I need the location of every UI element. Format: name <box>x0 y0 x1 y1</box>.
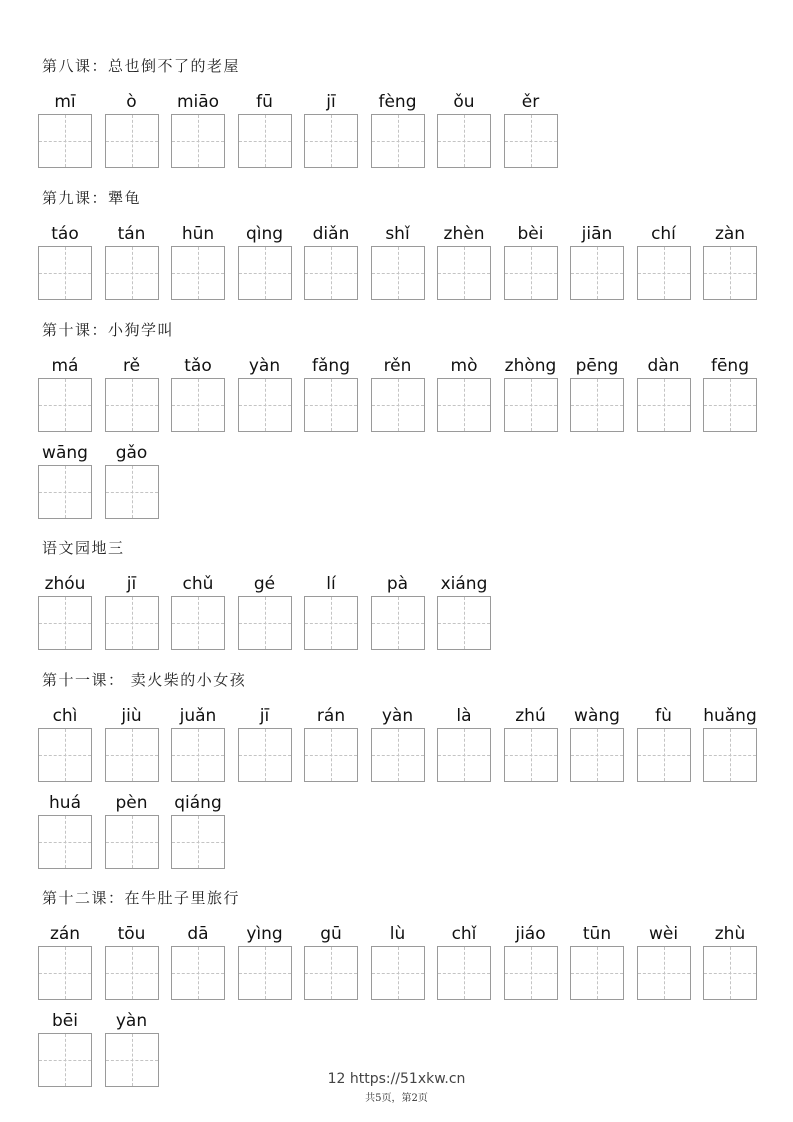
pinyin-label: jiáo <box>515 924 546 944</box>
lesson-title: 第八课：总也倒不了的老屋 <box>42 57 241 75</box>
tian-zi-ge-box[interactable] <box>171 596 225 650</box>
pinyin-label: zhóu <box>44 574 86 594</box>
pinyin-label: mī <box>54 92 76 112</box>
tian-zi-ge-box[interactable] <box>437 114 491 168</box>
tian-zi-ge-box[interactable] <box>371 378 425 432</box>
pinyin-label: pēng <box>575 356 619 376</box>
pinyin-label: jī <box>126 574 137 594</box>
tian-zi-ge-box[interactable] <box>570 378 624 432</box>
pinyin-label: tán <box>117 224 146 244</box>
tian-zi-ge-box[interactable] <box>371 246 425 300</box>
tian-zi-ge-box[interactable] <box>105 815 159 869</box>
tian-zi-ge-box[interactable] <box>570 728 624 782</box>
tian-zi-ge-box[interactable] <box>171 246 225 300</box>
tian-zi-ge-box[interactable] <box>38 728 92 782</box>
tian-zi-ge-box[interactable] <box>304 246 358 300</box>
tian-zi-ge-box[interactable] <box>38 946 92 1000</box>
tian-zi-ge-box[interactable] <box>238 596 292 650</box>
tian-zi-ge-box[interactable] <box>504 378 558 432</box>
tian-zi-ge-box[interactable] <box>570 946 624 1000</box>
tian-zi-ge-box[interactable] <box>371 946 425 1000</box>
tian-zi-ge-box[interactable] <box>703 246 757 300</box>
pinyin-label: zhòng <box>504 356 557 376</box>
pinyin-label: hūn <box>181 224 215 244</box>
tian-zi-ge-box[interactable] <box>105 946 159 1000</box>
tian-zi-ge-box[interactable] <box>304 596 358 650</box>
tian-zi-ge-box[interactable] <box>238 946 292 1000</box>
tian-zi-ge-box[interactable] <box>437 946 491 1000</box>
pinyin-label: qìng <box>245 224 284 244</box>
tian-zi-ge-box[interactable] <box>570 246 624 300</box>
tian-zi-ge-box[interactable] <box>105 596 159 650</box>
pinyin-label: shǐ <box>385 224 410 244</box>
pinyin-label: ěr <box>521 92 540 112</box>
pinyin-label: zhù <box>714 924 746 944</box>
pinyin-label: zhú <box>515 706 546 726</box>
tian-zi-ge-box[interactable] <box>171 815 225 869</box>
tian-zi-ge-box[interactable] <box>371 596 425 650</box>
tian-zi-ge-box[interactable] <box>703 946 757 1000</box>
pinyin-label: qiáng <box>174 793 222 813</box>
tian-zi-ge-box[interactable] <box>437 246 491 300</box>
pinyin-label: rán <box>316 706 346 726</box>
pinyin-label: ǒu <box>453 92 475 112</box>
tian-zi-ge-box[interactable] <box>171 946 225 1000</box>
pinyin-label: ò <box>126 92 137 112</box>
tian-zi-ge-box[interactable] <box>38 815 92 869</box>
tian-zi-ge-box[interactable] <box>105 246 159 300</box>
tian-zi-ge-box[interactable] <box>703 378 757 432</box>
pinyin-label: pèn <box>115 793 148 813</box>
pinyin-label: bèi <box>517 224 544 244</box>
tian-zi-ge-box[interactable] <box>304 728 358 782</box>
lesson-title: 第十课：小狗学叫 <box>42 321 175 339</box>
tian-zi-ge-box[interactable] <box>304 946 358 1000</box>
pinyin-label: jiān <box>581 224 613 244</box>
pinyin-label: chǔ <box>182 574 214 594</box>
pinyin-label: gū <box>320 924 342 944</box>
pinyin-label: má <box>51 356 79 376</box>
tian-zi-ge-box[interactable] <box>38 114 92 168</box>
tian-zi-ge-box[interactable] <box>304 378 358 432</box>
pinyin-label: huá <box>49 793 81 813</box>
tian-zi-ge-box[interactable] <box>637 378 691 432</box>
tian-zi-ge-box[interactable] <box>637 246 691 300</box>
lesson-title: 第十二课：在牛肚子里旅行 <box>42 889 241 907</box>
tian-zi-ge-box[interactable] <box>637 728 691 782</box>
pinyin-label: táo <box>51 224 79 244</box>
lesson-title: 语文园地三 <box>42 539 125 557</box>
pinyin-label: dàn <box>647 356 680 376</box>
pinyin-label: jī <box>326 92 336 112</box>
pinyin-label: diǎn <box>312 224 350 244</box>
lesson-title: 第九课：犟龟 <box>42 189 142 207</box>
tian-zi-ge-box[interactable] <box>504 246 558 300</box>
pinyin-label: juǎn <box>179 706 217 726</box>
pinyin-label: fù <box>655 706 672 726</box>
pinyin-label: rě <box>122 356 141 376</box>
pinyin-label: jiù <box>121 706 142 726</box>
pinyin-label: tūn <box>582 924 612 944</box>
pinyin-label: jī <box>259 706 270 726</box>
pinyin-label: fū <box>256 92 273 112</box>
pinyin-label: tōu <box>117 924 146 944</box>
pinyin-label: wāng <box>42 443 88 463</box>
tian-zi-ge-box[interactable] <box>238 378 292 432</box>
pinyin-label: dā <box>187 924 209 944</box>
pinyin-label: lí <box>326 574 336 594</box>
pinyin-label: xiáng <box>440 574 488 594</box>
pinyin-label: chí <box>651 224 676 244</box>
tian-zi-ge-box[interactable] <box>105 728 159 782</box>
tian-zi-ge-box[interactable] <box>105 465 159 519</box>
tian-zi-ge-box[interactable] <box>105 114 159 168</box>
pinyin-label: bēi <box>52 1011 78 1031</box>
footer-page-number: 共5页，第2页 <box>365 1093 428 1104</box>
pinyin-label: tǎo <box>184 356 212 376</box>
pinyin-label: rěn <box>383 356 412 376</box>
tian-zi-ge-box[interactable] <box>437 378 491 432</box>
pinyin-label: zàn <box>714 224 746 244</box>
pinyin-label: là <box>456 706 472 726</box>
tian-zi-ge-box[interactable] <box>171 114 225 168</box>
pinyin-label: fēng <box>710 356 749 376</box>
pinyin-label: mò <box>450 356 478 376</box>
tian-zi-ge-box[interactable] <box>238 246 292 300</box>
pinyin-label: yàn <box>115 1011 148 1031</box>
tian-zi-ge-box[interactable] <box>38 378 92 432</box>
tian-zi-ge-box[interactable] <box>38 465 92 519</box>
tian-zi-ge-box[interactable] <box>437 728 491 782</box>
lesson-title: 第十一课： 卖火柴的小女孩 <box>42 671 247 689</box>
tian-zi-ge-box[interactable] <box>371 728 425 782</box>
tian-zi-ge-box[interactable] <box>703 728 757 782</box>
tian-zi-ge-box[interactable] <box>504 114 558 168</box>
tian-zi-ge-box[interactable] <box>38 596 92 650</box>
pinyin-label: miāo <box>176 92 220 112</box>
footer-url: 12 https://51xkw.cn <box>327 1071 466 1087</box>
pinyin-label: wàng <box>574 706 620 726</box>
pinyin-label: wèi <box>648 924 679 944</box>
tian-zi-ge-box[interactable] <box>238 728 292 782</box>
tian-zi-ge-box[interactable] <box>437 596 491 650</box>
pinyin-label: pà <box>386 574 409 594</box>
pinyin-label: chǐ <box>451 924 477 944</box>
tian-zi-ge-box[interactable] <box>238 114 292 168</box>
tian-zi-ge-box[interactable] <box>38 246 92 300</box>
pinyin-label: chì <box>52 706 78 726</box>
pinyin-label: yàn <box>248 356 281 376</box>
pinyin-label: gǎo <box>115 443 148 463</box>
pinyin-label: yìng <box>246 924 283 944</box>
tian-zi-ge-box[interactable] <box>105 378 159 432</box>
pinyin-label: fǎng <box>312 356 350 376</box>
tian-zi-ge-box[interactable] <box>637 946 691 1000</box>
pinyin-label: yàn <box>381 706 414 726</box>
pinyin-label: zán <box>49 924 81 944</box>
tian-zi-ge-box[interactable] <box>171 378 225 432</box>
tian-zi-ge-box[interactable] <box>171 728 225 782</box>
pinyin-label: gé <box>253 574 276 594</box>
pinyin-label: huǎng <box>703 706 757 726</box>
tian-zi-ge-box[interactable] <box>504 728 558 782</box>
tian-zi-ge-box[interactable] <box>504 946 558 1000</box>
tian-zi-ge-box[interactable] <box>304 114 358 168</box>
pinyin-label: lù <box>389 924 406 944</box>
pinyin-label: fèng <box>378 92 417 112</box>
pinyin-label: zhèn <box>443 224 485 244</box>
tian-zi-ge-box[interactable] <box>371 114 425 168</box>
